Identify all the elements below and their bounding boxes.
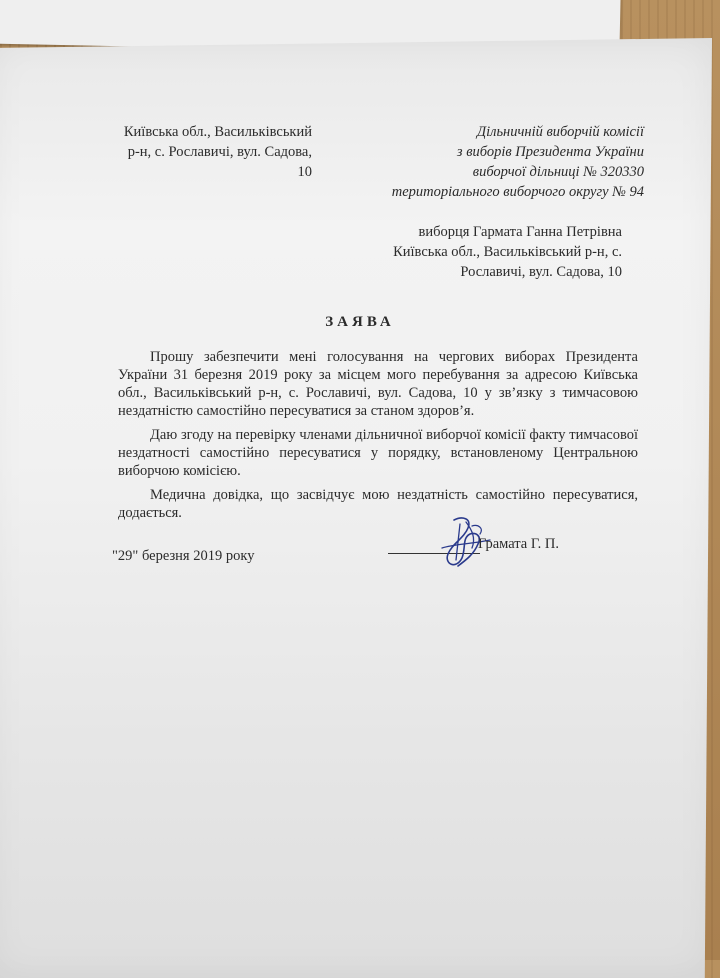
sender-address-line: р-н, с. Рославичі, вул. Садова, [127, 144, 312, 160]
document-body [118, 348, 638, 528]
body-paragraph: Прошу забезпечити мені голосування на чергових виборах Президента України 31 березня 2019 року за місцем мого перебування за адресою Київська обл., Васильківський р-н, с. Рославичі, вул. Садова, 10 у зв’язку з тимчасовою нездатністю самостійно пересуватися за станом здоров’я. [118, 349, 638, 419]
sender-address-line: Київська обл., Васильківський [123, 124, 312, 140]
body-paragraph: Медична довідка, що засвідчує мою нездатність самостійно пересуватися, додається. [118, 487, 638, 521]
signature-name: Грамата Г. П. [478, 536, 559, 552]
recipient-line: територіального виборчого округу № 94 [391, 184, 644, 200]
document-date: "29" березня 2019 року [112, 548, 255, 564]
sender-address-line: 10 [297, 164, 312, 180]
applicant-block [338, 222, 622, 282]
document-title: ЗАЯВА [325, 314, 395, 330]
body-paragraph: Даю згоду на перевірку членами дільничної виборчої комісії факту тимчасової нездатності самостійно пересуватися у порядку, встановленому Центральною виборчою комісією. [118, 427, 638, 479]
sender-address [88, 122, 312, 182]
recipient-block [338, 122, 644, 202]
applicant-line: Рославичі, вул. Садова, 10 [460, 264, 622, 280]
recipient-line: Дільничній виборчій комісії [476, 124, 644, 140]
recipient-line: з виборів Президента України [456, 144, 644, 160]
recipient-line: виборчої дільниці № 320330 [472, 164, 644, 180]
applicant-line: виборця Гармата Ганна Петрівна [418, 224, 622, 240]
applicant-line: Київська обл., Васильківський р-н, с. [393, 244, 622, 260]
